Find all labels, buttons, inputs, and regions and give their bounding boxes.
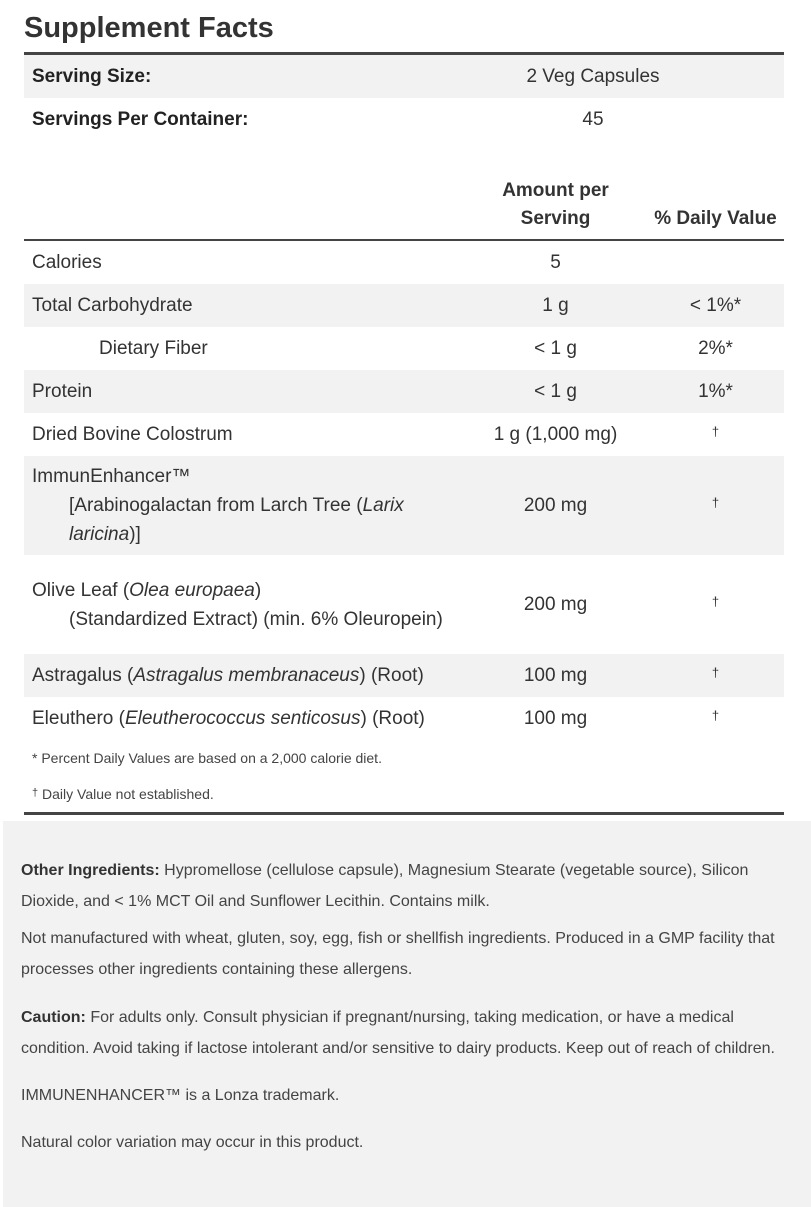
ingredient-name: Astragalus (Astragalus membranaceus) (Root) xyxy=(32,665,424,686)
ingredient-name: Olive Leaf (Olea europaea) (Standardized Extract) (min. 6% Oleuropein) xyxy=(24,576,464,634)
nutrient-name: Calories xyxy=(32,252,102,273)
color-variation-statement: Natural color variation may occur in this product. xyxy=(21,1134,364,1151)
ingredient-dv: † xyxy=(711,494,720,510)
ingredient-name: Dried Bovine Colostrum xyxy=(32,424,233,445)
nutrient-name: Protein xyxy=(32,381,93,402)
servings-per-container-row xyxy=(24,98,784,141)
serving-size-row xyxy=(24,55,784,98)
ingredient-amount: 200 mg xyxy=(523,593,588,615)
ingredient-amount: 100 mg xyxy=(523,664,588,686)
panel-title: Supplement Facts xyxy=(24,12,274,44)
ingredient-subtext: (Standardized Extract) (min. 6% Oleuropein) xyxy=(69,608,443,630)
ingredient-row-eleuthero xyxy=(24,697,784,740)
supplement-facts-panel xyxy=(24,0,784,815)
nutrient-amount: 5 xyxy=(550,251,561,273)
caution-statement: Caution: For adults only. Consult physician if pregnant/nursing, taking medication, or have a medical condition. Avoid taking if lactose intolerant and/or sensitive to dairy products. Keep out of reach of children. xyxy=(21,1009,775,1057)
nutrient-name: Dietary Fiber xyxy=(99,338,208,359)
ingredient-row-astragalus xyxy=(24,654,784,697)
ingredient-subtext: [Arabinogalactan from Larch Tree (Larix laricina)] xyxy=(69,495,404,545)
ingredients-info-section xyxy=(3,821,811,1207)
ingredient-row-olive-leaf xyxy=(24,555,784,654)
nutrient-name: Total Carbohydrate xyxy=(32,295,193,316)
footnote-percent: * Percent Daily Values are based on a 2,000 calorie diet. xyxy=(32,750,382,766)
nutrient-dv: < 1%* xyxy=(689,294,742,316)
ingredient-dv: † xyxy=(711,707,720,723)
ingredient-amount: 200 mg xyxy=(523,494,588,516)
column-header xyxy=(24,141,784,239)
amount-per-serving-header: Amount per Serving xyxy=(502,180,609,229)
nutrient-amount: < 1 g xyxy=(534,337,577,359)
nutrient-row-fiber xyxy=(24,327,784,370)
ingredient-name: Eleuthero (Eleutherococcus senticosus) (Root) xyxy=(32,708,425,729)
nutrient-amount: 1 g xyxy=(542,294,569,316)
servings-per-container-label: Servings Per Container: xyxy=(32,108,249,130)
ingredient-dv: † xyxy=(711,664,720,680)
nutrient-dv: 1%* xyxy=(698,380,733,402)
nutrient-dv: 2%* xyxy=(698,337,733,359)
serving-size-value: 2 Veg Capsules xyxy=(526,65,660,87)
footnote-dagger: † Daily Value not established. xyxy=(32,786,214,802)
ingredient-name: ImmunEnhancer™ [Arabinogalactan from Larch Tree (Larix laricina)] xyxy=(24,462,464,549)
ingredient-row-immunenhancer xyxy=(24,456,784,555)
nutrient-row-calories xyxy=(24,241,784,284)
ingredient-amount: 100 mg xyxy=(523,707,588,729)
allergen-statement: Not manufactured with wheat, gluten, soy, egg, fish or shellfish ingredients. Produced in a GMP facility that processes other ingredients containing these allergens. xyxy=(21,930,775,978)
nutrient-row-carbohydrate xyxy=(24,284,784,327)
trademark-statement: IMMUNENHANCER™ is a Lonza trademark. xyxy=(21,1087,340,1104)
nutrient-amount: < 1 g xyxy=(534,380,577,402)
daily-value-header: % Daily Value xyxy=(654,208,777,229)
ingredient-dv: † xyxy=(711,593,720,609)
other-ingredients: Other Ingredients: Hypromellose (cellulose capsule), Magnesium Stearate (vegetable source), Silicon Dioxide, and < 1% MCT Oil and Sunflower Lecithin. Contains milk. xyxy=(21,862,749,910)
serving-size-label: Serving Size: xyxy=(32,65,152,87)
divider xyxy=(24,812,784,815)
ingredient-amount: 1 g (1,000 mg) xyxy=(493,423,618,445)
ingredient-row-colostrum xyxy=(24,413,784,456)
nutrient-row-protein xyxy=(24,370,784,413)
ingredient-dv: † xyxy=(711,423,720,439)
servings-per-container-value: 45 xyxy=(582,108,604,130)
